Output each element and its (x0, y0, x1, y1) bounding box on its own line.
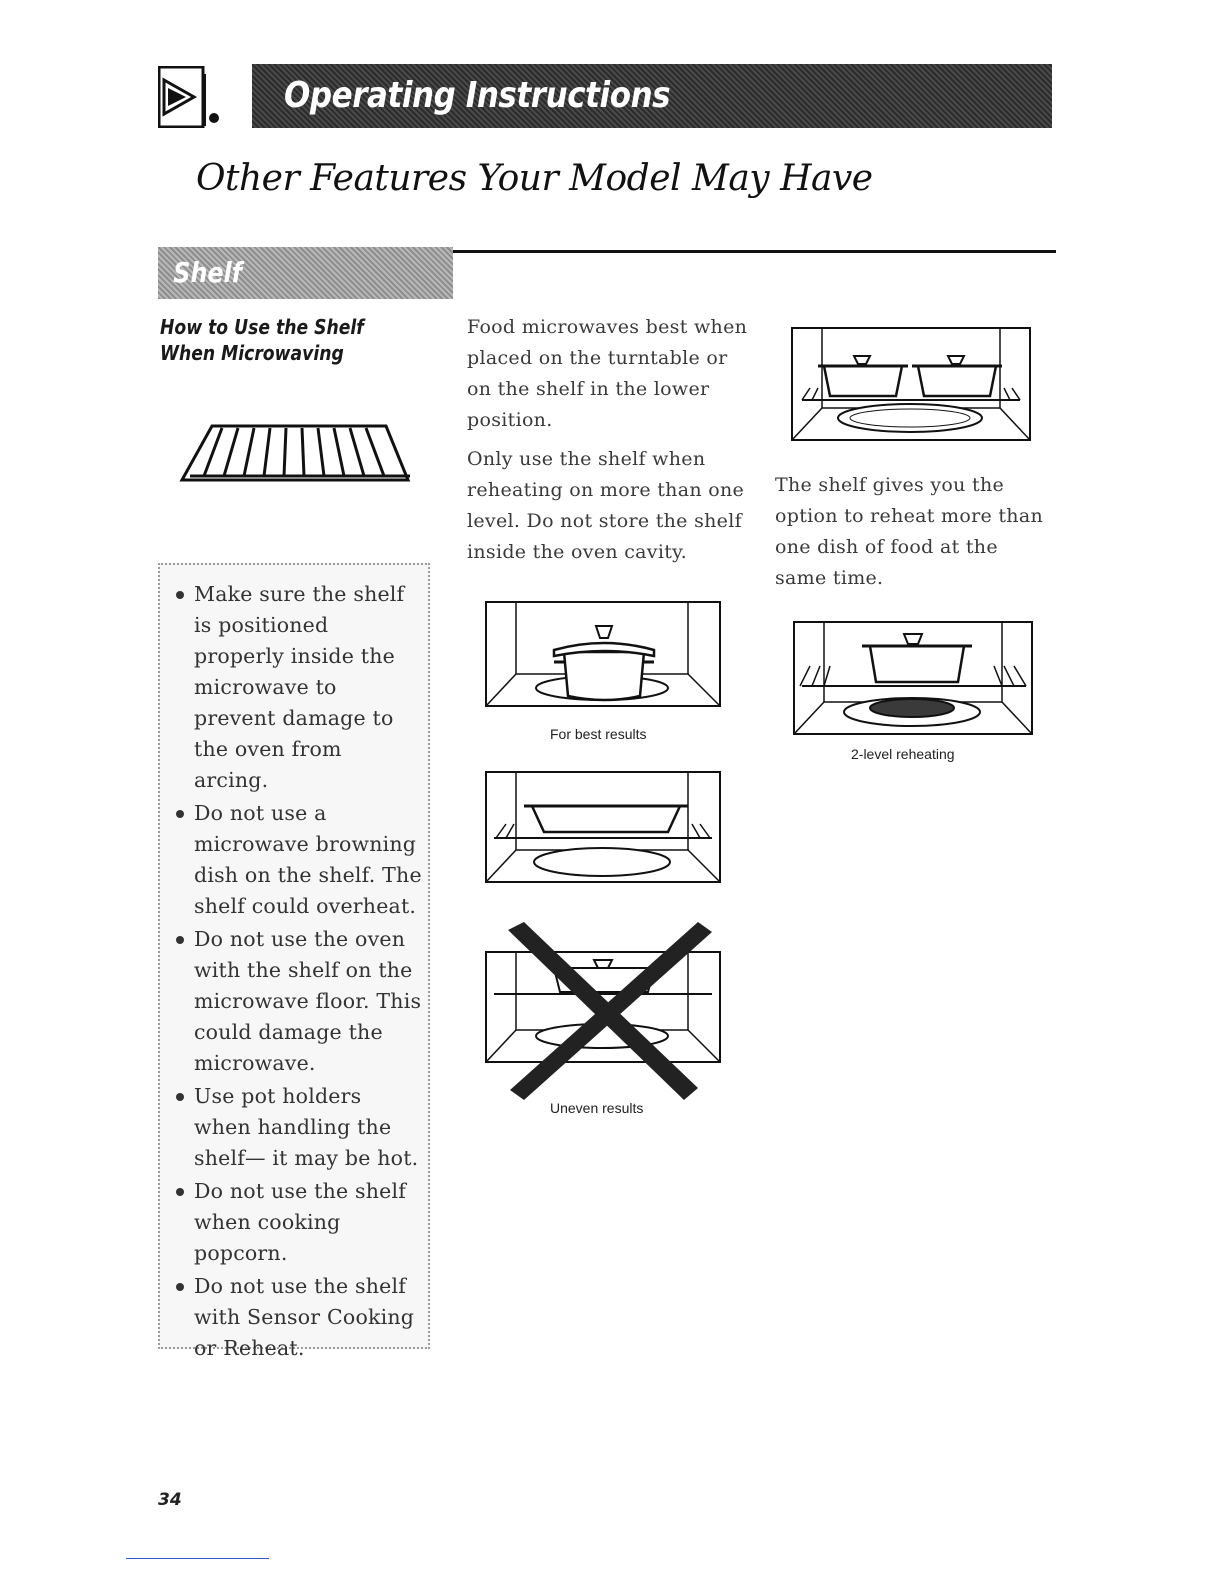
page-number: 34 (158, 1490, 182, 1510)
figure-caption-best-results: For best results (550, 726, 647, 742)
appliance-logo-icon (158, 66, 220, 128)
header-title: Operating Instructions (284, 75, 671, 116)
caution-item: Use pot holders when handling the shelf— it may be hot. (168, 1081, 422, 1174)
bullet-icon (176, 1188, 184, 1196)
paragraph-best-placement: Food microwaves best when placed on the turntable or on the shelf in the lower position. (467, 316, 748, 431)
pot-on-turntable-figure (484, 600, 724, 710)
subheading-line-2: When Microwaving (160, 341, 344, 365)
bullet-icon (176, 936, 184, 944)
uneven-results-figure (484, 918, 724, 1104)
dish-on-lower-shelf-figure (484, 770, 724, 886)
footer-line (126, 1558, 269, 1559)
caution-item: Do not use the shelf when cooking popcorn. (168, 1176, 422, 1269)
figure-caption-two-level-reheating: 2-level reheating (851, 746, 955, 762)
shelf-illustration (172, 380, 428, 540)
caution-item: Make sure the shelf is positioned properly inside the microwave to prevent damage to the oven from arcing. (168, 579, 422, 796)
caution-item: Do not use the shelf with Sensor Cooking or Reheat. (168, 1271, 422, 1364)
subheading (160, 314, 420, 366)
caution-item: Do not use a microwave browning dish on the shelf. The shelf could overheat. (168, 798, 422, 922)
two-dishes-on-shelf-figure (788, 322, 1038, 442)
two-level-reheating-figure (790, 618, 1040, 738)
figure-caption-uneven-results: Uneven results (550, 1100, 644, 1116)
header-banner (252, 64, 1052, 128)
paragraph-shelf-usage: Only use the shelf when reheating on more than one level. Do not store the shelf inside the oven cavity. (467, 448, 745, 563)
section-divider (453, 250, 1056, 253)
bullet-icon (176, 591, 184, 599)
bullet-icon (176, 1283, 184, 1291)
subheading-line-1: How to Use the Shelf (160, 315, 364, 339)
section-banner (158, 247, 453, 299)
bullet-icon (176, 1093, 184, 1101)
caution-box (158, 563, 430, 1360)
bullet-icon (176, 810, 184, 818)
caution-item: Do not use the oven with the shelf on the microwave floor. This could damage the microwave. (168, 924, 422, 1079)
page-title: Other Features Your Model May Have (196, 158, 873, 199)
paragraph-reheat-option: The shelf gives you the option to reheat more than one dish of food at the same time. (775, 474, 1044, 589)
section-title: Shelf (173, 256, 243, 289)
